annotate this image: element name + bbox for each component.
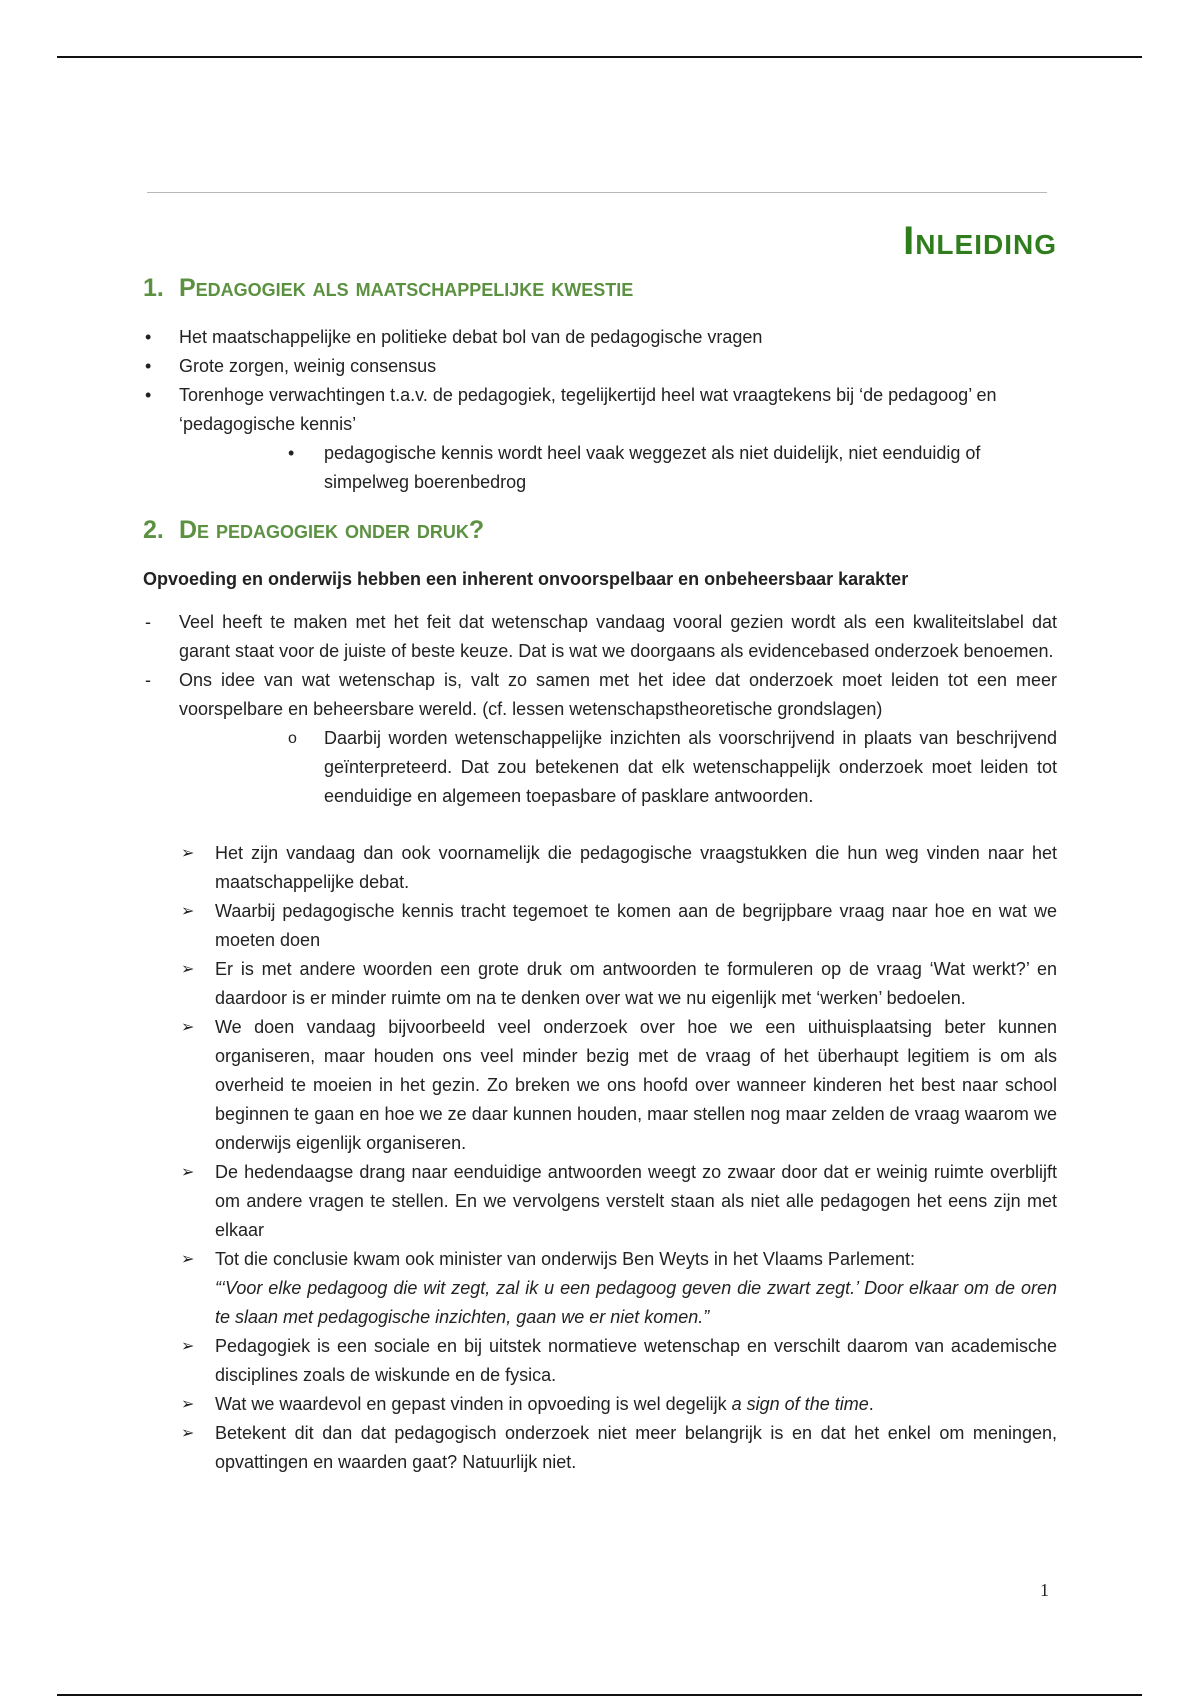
key-statement: Opvoeding en onderwijs hebben een inherent onvoorspelbaar en onbeheersbaar karakter bbox=[143, 569, 909, 589]
sub-bullet-list bbox=[179, 439, 1057, 497]
list-item: • Het maatschappelijke en politieke debat bol van de pedagogische vragen bbox=[143, 323, 1057, 352]
list-item bbox=[143, 1390, 1057, 1419]
arrow-list bbox=[143, 839, 1057, 1477]
section-title: De pedagogiek onder druk? bbox=[179, 516, 485, 544]
section-number: 2. bbox=[143, 516, 164, 544]
list-item: - Veel heeft te maken met het feit dat wetenschap vandaag vooral gezien wordt als een kwaliteitslabel dat garant staat voor de juiste of beste keuze. Dat is wat we doorgaans als evidencebased onderzoek benoemen. bbox=[143, 608, 1057, 666]
circle-sub-list bbox=[179, 724, 1057, 811]
list-item: ➢ Het zijn vandaag dan ook voornamelijk die pedagogische vraagstukken die hun weg vinden naar het maatschappelijke debat. bbox=[143, 839, 1057, 897]
list-item: ➢ We doen vandaag bijvoorbeeld veel onderzoek over hoe we een uithuisplaatsing beter kunnen organiseren, maar houden ons veel minder bezig met de vraag of het überhaupt legitiem is om als overheid te moeien in het gezin. Zo breken we ons hoofd over wanneer kinderen het best naar school beginnen te gaan en hoe we ze daar kunnen houden, maar stellen nog maar zelden de vraag waarom we onderwijs eigenlijk organiseren. bbox=[143, 1013, 1057, 1158]
list-item: ➢ Waarbij pedagogische kennis tracht tegemoet te komen aan de begrijpbare vraag naar hoe en wat we moeten doen bbox=[143, 897, 1057, 955]
list-item-text: Wat we waardevol en gepast vinden in opvoeding is wel degelijk bbox=[215, 1394, 732, 1414]
section1-bullet-list bbox=[143, 323, 1057, 497]
sub-list-item: • pedagogische kennis wordt heel vaak weggezet als niet duidelijk, niet eenduidig of simpelweg boerenbedrog bbox=[179, 439, 1057, 497]
list-item bbox=[143, 1245, 1057, 1332]
list-item: ➢ Er is met andere woorden een grote druk om antwoorden te formuleren op de vraag ‘Wat werkt?’ en daardoor is er minder ruimte om na te denken over wat we nu eigenlijk met ‘werken’ bedoelen. bbox=[143, 955, 1057, 1013]
chapter-title: Inleiding bbox=[903, 219, 1057, 263]
list-item-text: . bbox=[868, 1394, 874, 1414]
list-item bbox=[143, 666, 1057, 811]
minister-quote: “‘Voor elke pedagoog die wit zegt, zal ik u een pedagoog geven die zwart zegt.’ Door elkaar om de oren te slaan met pedagogische inzichten, gaan we er niet komen.” bbox=[215, 1278, 1057, 1327]
page-number: 1 bbox=[1040, 1580, 1049, 1600]
list-item: • Grote zorgen, weinig consensus bbox=[143, 352, 1057, 381]
list-item: ➢ Pedagogiek is een sociale en bij uitstek normatieve wetenschap en verschilt daarom van academische disciplines zoals de wiskunde en de fysica. bbox=[143, 1332, 1057, 1390]
list-item: ➢ De hedendaagse drang naar eenduidige antwoorden weegt zo zwaar door dat er weinig ruimte overblijft om andere vragen te stellen. En we vervolgens verstelt staan als niet alle pedagogen het eens zijn met elkaar bbox=[143, 1158, 1057, 1245]
list-item-text: Ons idee van wat wetenschap is, valt zo samen met het idee dat onderzoek moet leiden tot een meer voorspelbare en beheersbare wereld. (cf. lessen wetenschapstheoretische grondslagen) bbox=[179, 670, 1057, 719]
section-title: Pedagogiek als maatschappelijke kwestie bbox=[179, 274, 634, 302]
list-item: ➢ Betekent dit dan dat pedagogisch onderzoek niet meer belangrijk is en dat het enkel om meningen, opvattingen en waarden gaat? Natuurlijk niet. bbox=[143, 1419, 1057, 1477]
page-bottom-rule bbox=[57, 1694, 1142, 1696]
header-rule bbox=[147, 192, 1047, 193]
italic-phrase: a sign of the time bbox=[731, 1394, 869, 1414]
page-top-rule bbox=[57, 56, 1142, 58]
list-item-text: Tot die conclusie kwam ook minister van onderwijs Ben Weyts in het Vlaams Parlement: bbox=[215, 1249, 915, 1269]
section-heading-1 bbox=[143, 271, 1057, 305]
document-body bbox=[143, 205, 1057, 1477]
dash-list bbox=[143, 608, 1057, 811]
sub-list-item: o Daarbij worden wetenschappelijke inzichten als voorschrijvend in plaats van beschrijvend geïnterpreteerd. Dat zou betekenen dat elk wetenschappelijk onderzoek moet leiden tot eenduidige en algemeen toepasbare of pasklare antwoorden. bbox=[179, 724, 1057, 811]
list-item-text: Torenhoge verwachtingen t.a.v. de pedagogiek, tegelijkertijd heel wat vraagtekens bij ‘de pedagoog’ en ‘pedagogische kennis’ bbox=[179, 385, 997, 434]
section-number: 1. bbox=[143, 274, 164, 302]
list-item bbox=[143, 381, 1057, 497]
section-heading-2 bbox=[143, 513, 1057, 547]
